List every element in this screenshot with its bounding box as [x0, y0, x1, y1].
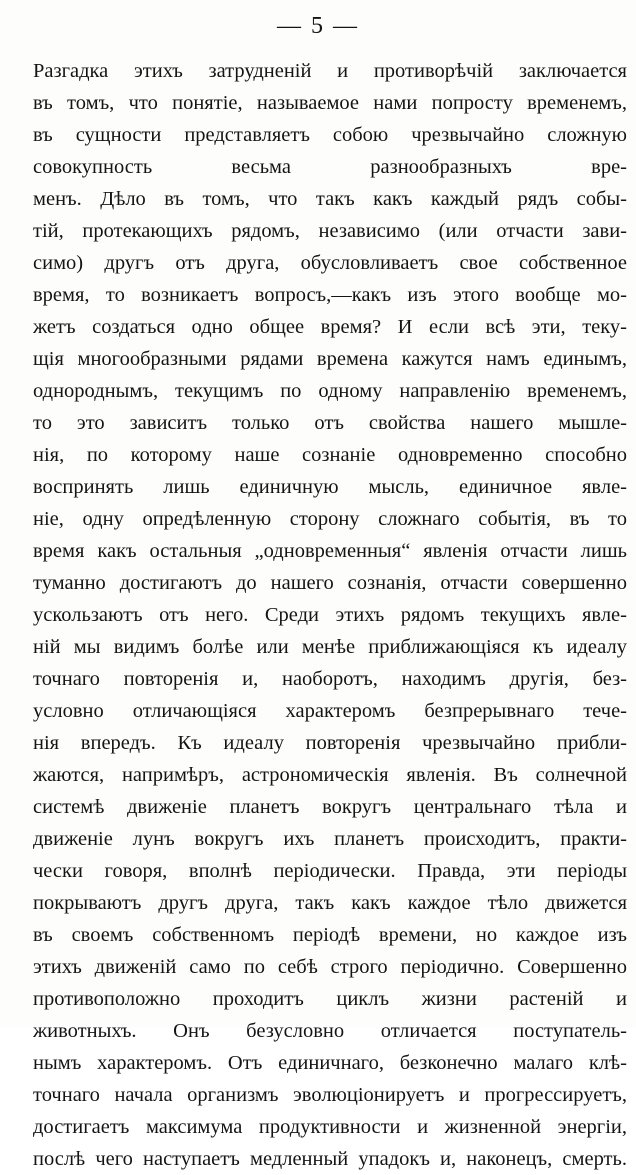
text-line: въ томъ, что понятiе, называемое нами попросту временемъ, — [33, 92, 627, 114]
text-line: животныхъ. Онъ безусловно отличается поступатель- — [33, 1020, 627, 1042]
text-line: туманно достигаютъ до нашего сознанiя, отчасти совершенно — [33, 572, 627, 594]
text-line: этихъ движенiй само по себѣ строго перiодично. Совершенно — [33, 956, 627, 978]
text-line: движенiе лунъ вокругъ ихъ планетъ происходитъ, практи- — [33, 828, 627, 850]
text-line: точнаго начала организмъ эволюцiонируетъ и прогрессируетъ, — [33, 1084, 627, 1106]
text-line: послѣ чего наступаетъ медленный упадокъ и, наконецъ, смерть. — [33, 1148, 627, 1170]
text-line: совокупность весьма разнообразныхъ вре- — [33, 156, 627, 178]
text-line: менъ. Дѣло въ томъ, что такъ какъ каждый рядъ собы- — [33, 188, 627, 210]
text-line: тiй, протекающихъ рядомъ, независимо (или отчасти зави- — [33, 220, 627, 242]
text-line: нiя впередъ. Къ идеалу повторенiя чрезвычайно прибли- — [33, 732, 627, 754]
text-line: въ своемъ собственномъ перiодѣ времени, но каждое изъ — [33, 924, 627, 946]
text-line: симо) другъ отъ друга, обусловливаетъ свое собственное — [33, 252, 627, 274]
body-text — [33, 55, 627, 1175]
text-line: однороднымъ, текущимъ по одному направленiю временемъ, — [33, 380, 627, 402]
text-line: нымъ характеромъ. Отъ единичнаго, безконечно малаго клѣ- — [33, 1052, 627, 1074]
text-line: достигаетъ максимума продуктивности и жизненной энергiи, — [33, 1116, 627, 1138]
text-line: нiе, одну опредѣленную сторону сложнаго событiя, въ то — [33, 508, 627, 530]
page-number: — 5 — — [277, 13, 359, 39]
text-line: ускользаютъ отъ него. Среди этихъ рядомъ текущихъ явле- — [33, 604, 627, 626]
text-line: въ сущности представляетъ собою чрезвычайно сложную — [33, 124, 627, 146]
text-line: системѣ движенiе планетъ вокругъ центральнаго тѣла и — [33, 796, 627, 818]
text-line: противоположно проходитъ циклъ жизни растенiй и — [33, 988, 627, 1010]
text-line: жетъ создаться одно общее время? И если всѣ эти, теку- — [33, 316, 627, 338]
text-line: покрываютъ другъ друга, такъ какъ каждое тѣло движется — [33, 892, 627, 914]
text-line: Разгадка этихъ затрудненiй и противорѣчiй заключается — [33, 60, 627, 82]
text-line: нiй мы видимъ болѣе или менѣе приближающiяся къ идеалу — [33, 636, 627, 658]
text-line: условно отличающiяся характеромъ безпрерывнаго тече- — [33, 700, 627, 722]
text-line: то это зависитъ только отъ свойства нашего мышле- — [33, 412, 627, 434]
text-line: щiя многообразными рядами времена кажутся намъ единымъ, — [33, 348, 627, 370]
text-line: жаются, напримѣръ, астрономическiя явленiя. Въ солнечной — [33, 764, 627, 786]
text-line: точнаго повторенiя и, наоборотъ, находимъ другiя, без- — [33, 668, 627, 690]
text-line: время, то возникаетъ вопросъ,—какъ изъ этого вообще мо- — [33, 284, 627, 306]
text-line: чески говоря, вполнѣ періодически. Правда, эти перiоды — [33, 860, 627, 882]
text-line: время какъ остальныя „одновременныя“ явленiя отчасти лишь — [33, 540, 627, 562]
text-line: нiя, по которому наше сознанiе одновременно способно — [33, 444, 627, 466]
text-line: воспринять лишь единичную мысль, единичное явле- — [33, 476, 627, 498]
